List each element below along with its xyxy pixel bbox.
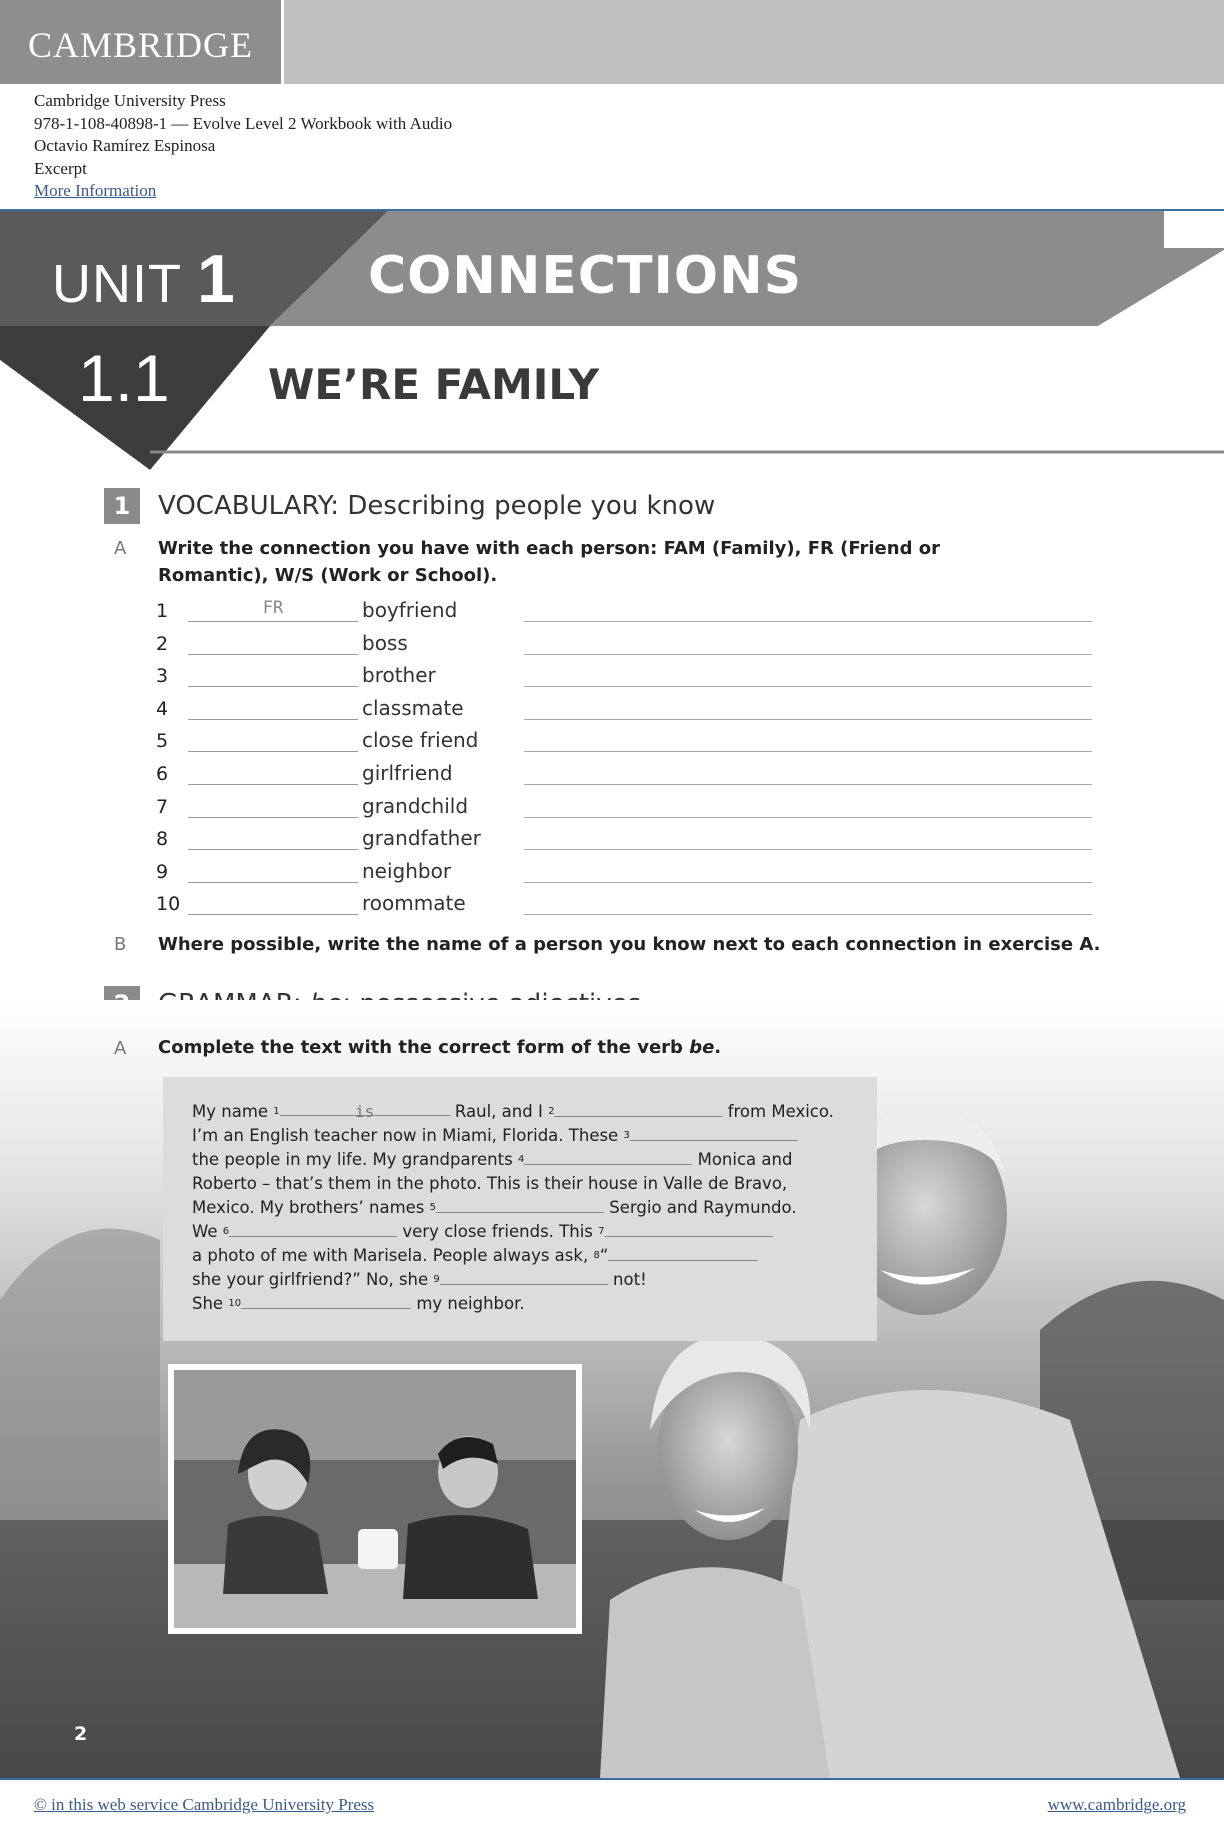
text-segment: I’m an English teacher now in Miami, Florida. These bbox=[192, 1126, 619, 1145]
unit-title: CONNECTIONS bbox=[368, 246, 803, 306]
text-segment: not! bbox=[613, 1270, 647, 1289]
blank-5[interactable] bbox=[436, 1197, 604, 1213]
text-segment: She bbox=[192, 1294, 224, 1313]
vocab-number: 3 bbox=[156, 665, 169, 688]
copyright-link[interactable]: © in this web service Cambridge University Press bbox=[34, 1795, 375, 1814]
section-1-number: 1 bbox=[104, 488, 140, 524]
vocab-row bbox=[156, 594, 1092, 626]
blank-4[interactable] bbox=[524, 1149, 692, 1165]
vocab-number: 1 bbox=[156, 600, 169, 622]
cambridge-website-link[interactable]: www.cambridge.org bbox=[1047, 1795, 1186, 1814]
name-write-line[interactable] bbox=[524, 882, 1092, 883]
exercise-2a-instruction bbox=[158, 1034, 721, 1061]
couple-photo bbox=[168, 1364, 582, 1634]
unit-word: UNIT bbox=[52, 254, 182, 314]
name-write-line[interactable] bbox=[524, 784, 1092, 785]
instruction-emphasis: be bbox=[689, 1037, 715, 1058]
vocab-answer-blank[interactable] bbox=[188, 631, 358, 655]
vocab-answer-blank[interactable]: FR bbox=[188, 598, 358, 622]
lesson-title: WE’RE FAMILY bbox=[268, 360, 600, 409]
vocab-answer-blank[interactable] bbox=[188, 728, 358, 752]
fill-in-paragraph: My name $^1$ is Raul, and I $^2$ from Mexico. I’m an English teacher now in Miami, Florida. These $^3$ the people in my life. My grandparents $^4$ Monica and Roberto – that’s them in the photo. This is their house in Valle de Bravo, Mexico. My brothers’ names $^5$ Sergio and Raymundo. We $^6$ very close friends. This $^7$ a photo of me with Marisela. People always ask, $^8$“ she your girlfriend?” No, she $^9$ not! She $^{10}$ my neighbor. bbox=[192, 1102, 834, 1313]
vocab-number: 8 bbox=[156, 828, 169, 851]
cambridge-logo bbox=[0, 0, 284, 84]
footer-divider bbox=[0, 1778, 1224, 1780]
vocab-word: roommate bbox=[362, 891, 466, 916]
exercise-1a-instruction: Write the connection you have with each person: FAM (Family), FR (Friend or Romantic), W/S (Work or School). bbox=[158, 538, 940, 586]
vocab-word: classmate bbox=[362, 695, 464, 720]
book-metadata bbox=[34, 90, 452, 203]
section-1-heading bbox=[104, 488, 715, 524]
text-segment: Monica and bbox=[697, 1150, 793, 1169]
text-segment: We bbox=[192, 1222, 218, 1241]
vocab-number: 4 bbox=[156, 697, 169, 720]
text-segment: Sergio and Raymundo. bbox=[609, 1198, 797, 1217]
name-write-line[interactable] bbox=[524, 719, 1092, 720]
unit-label bbox=[52, 240, 236, 318]
exercise-1b-instruction: Where possible, write the name of a person you know next to each connection in exercise A. bbox=[158, 934, 1101, 955]
vocab-answer-blank[interactable] bbox=[188, 794, 358, 818]
vocab-number: 2 bbox=[156, 632, 169, 655]
author: Octavio Ramírez Espinosa bbox=[34, 136, 216, 155]
blank-1[interactable]: is bbox=[280, 1100, 450, 1116]
vocab-word: close friend bbox=[362, 728, 479, 753]
logo-text: CAMBRIDGE bbox=[28, 25, 254, 65]
vocab-word: grandchild bbox=[362, 793, 469, 818]
name-write-line[interactable] bbox=[524, 621, 1092, 622]
publisher: Cambridge University Press bbox=[34, 91, 226, 110]
text-segment: Mexico. My brothers’ names bbox=[192, 1198, 425, 1217]
text-segment: My name bbox=[192, 1102, 269, 1121]
excerpt-label: Excerpt bbox=[34, 158, 87, 178]
vocab-answer-blank[interactable] bbox=[188, 859, 358, 883]
exercise-1b-letter: B bbox=[114, 934, 127, 955]
vocab-word: grandfather bbox=[362, 826, 481, 851]
vocab-row bbox=[156, 724, 1092, 756]
vocab-number: 7 bbox=[156, 795, 169, 818]
text-segment: Roberto – that’s them in the photo. This is their house in Valle de Bravo, bbox=[192, 1174, 788, 1193]
vocab-answer-blank[interactable] bbox=[188, 696, 358, 720]
section-1-title: VOCABULARY: Describing people you know bbox=[158, 491, 716, 521]
vocab-word: boyfriend bbox=[362, 598, 458, 622]
vocab-row bbox=[156, 659, 1092, 691]
text-segment: a photo of me with Marisela. People always ask, bbox=[192, 1246, 589, 1265]
text-segment: the people in my life. My grandparents bbox=[192, 1150, 513, 1169]
text-segment: very close friends. This bbox=[402, 1222, 593, 1241]
vocab-word: girlfriend bbox=[362, 761, 453, 785]
vocab-number: 6 bbox=[156, 763, 169, 785]
vocab-row bbox=[156, 855, 1092, 887]
blank-10[interactable] bbox=[241, 1293, 411, 1309]
isbn-line: 978-1-108-40898-1 — Evolve Level 2 Workbook with Audio bbox=[34, 113, 453, 133]
blank-2[interactable] bbox=[554, 1101, 722, 1117]
page-number: 2 bbox=[74, 1723, 88, 1745]
header-bar bbox=[0, 0, 1224, 84]
instruction-text: Complete the text with the correct form of the verb bbox=[158, 1037, 690, 1058]
blank-6[interactable] bbox=[229, 1221, 397, 1237]
text-segment: she your girlfriend?” No, she bbox=[192, 1270, 429, 1289]
vocab-number: 10 bbox=[156, 893, 181, 916]
name-write-line[interactable] bbox=[524, 751, 1092, 752]
name-write-line[interactable] bbox=[524, 686, 1092, 687]
blank-7[interactable] bbox=[605, 1221, 773, 1237]
vocab-word: brother bbox=[362, 663, 436, 688]
exercise-1a-letter: A bbox=[114, 538, 127, 559]
vocab-word: neighbor bbox=[362, 858, 452, 883]
vocab-number: 5 bbox=[156, 730, 169, 753]
name-write-line[interactable] bbox=[524, 914, 1092, 915]
lesson-number: 1.1 bbox=[78, 341, 170, 415]
vocab-row bbox=[156, 627, 1092, 659]
vocab-row bbox=[156, 887, 1092, 919]
vocab-word: boss bbox=[362, 630, 408, 655]
vocab-answer-blank[interactable] bbox=[188, 891, 358, 915]
vocab-row bbox=[156, 757, 1092, 789]
unit-number: 1 bbox=[197, 241, 236, 317]
more-information-link[interactable]: More Information bbox=[34, 181, 157, 200]
text-segment: Raul, and I bbox=[454, 1102, 543, 1121]
vocab-row bbox=[156, 692, 1092, 724]
name-write-line[interactable] bbox=[524, 654, 1092, 655]
text-segment: from Mexico. bbox=[727, 1102, 834, 1121]
blank-3[interactable] bbox=[630, 1125, 798, 1141]
vocab-row bbox=[156, 790, 1092, 822]
blank-8[interactable] bbox=[608, 1245, 758, 1261]
vocab-answer-blank[interactable] bbox=[188, 826, 358, 850]
name-write-line[interactable] bbox=[524, 817, 1092, 818]
name-write-line[interactable] bbox=[524, 849, 1092, 850]
vocab-number: 9 bbox=[156, 860, 169, 883]
text-segment: my neighbor. bbox=[416, 1294, 525, 1313]
vocab-row bbox=[156, 822, 1092, 854]
exercise-2a-letter: A bbox=[114, 1038, 127, 1059]
blank-9[interactable] bbox=[440, 1269, 608, 1285]
vocab-answer-blank[interactable] bbox=[188, 663, 358, 687]
instruction-text: . bbox=[714, 1037, 722, 1058]
vocab-answer-blank[interactable] bbox=[188, 761, 358, 785]
